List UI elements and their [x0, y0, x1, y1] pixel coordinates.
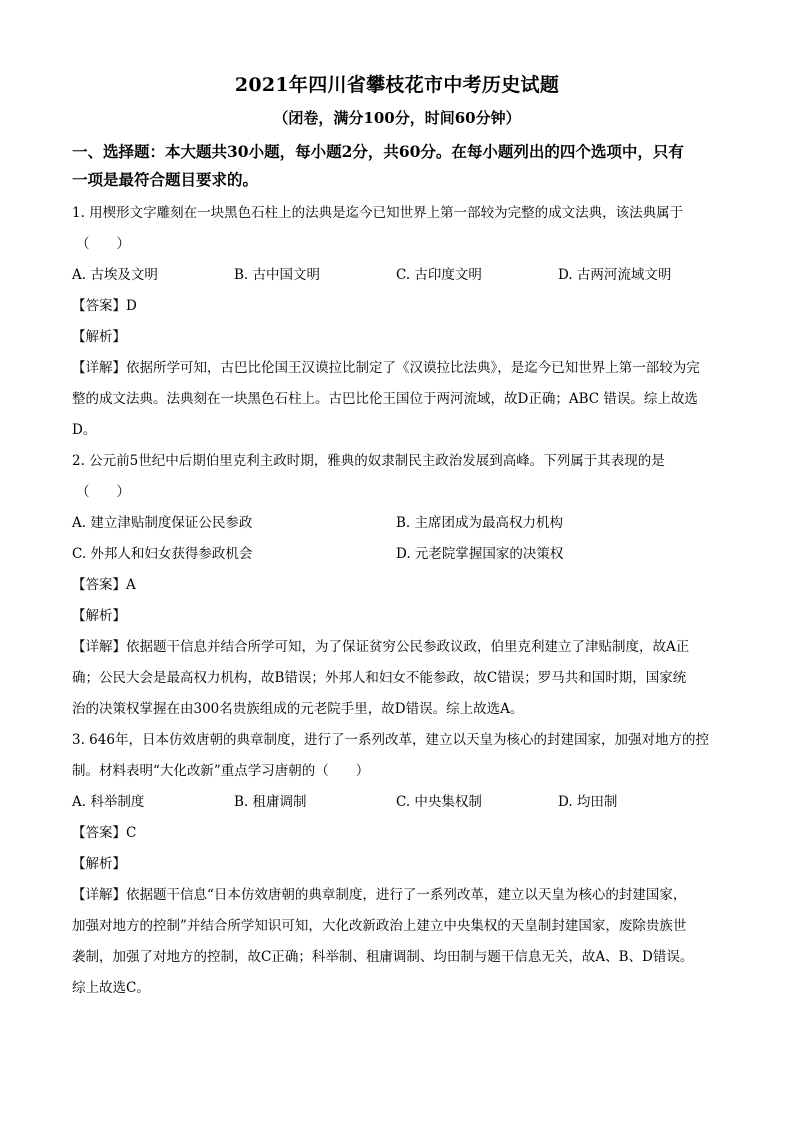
option-a: A. 建立津贴制度保证公民参政 [72, 515, 253, 531]
question-1 [72, 198, 722, 446]
option-c: C. 古印度文明 [396, 267, 482, 283]
option-b: B. 租庸调制 [234, 794, 307, 810]
detail-line: 加强对地方的控制”并结合所学知识可知，大化改新政治上建立中央集权的天皇制封建国家，废除贵族世 [72, 918, 687, 934]
detail-line: 【详解】依据题干信息“日本仿效唐朝的典章制度，进行了一系列改革，建立以天皇为核心的封建国家， [72, 887, 687, 903]
answer-line: 【答案】A [72, 577, 136, 593]
analysis-label: 【解析】 [72, 608, 126, 624]
option-b: B. 主席团成为最高权力机构 [396, 515, 564, 531]
options-row [72, 539, 722, 570]
option-d: D. 元老院掌握国家的决策权 [396, 546, 564, 562]
answer-bracket: （ ） [76, 236, 130, 252]
section-heading-line: 一、选择题：本大题共30小题，每小题2分，共60分。在每小题列出的四个选项中，只有 [72, 142, 684, 161]
detail-line: 【详解】依据题干信息并结合所学可知，为了保证贫穷公民参政议政，伯里克利建立了津贴制度，故A正 [72, 639, 690, 655]
detail-line: 确；公民大会是最高权力机构，故B错误；外邦人和妇女不能参政，故C错误；罗马共和国时期，国家统 [72, 670, 687, 686]
option-c: C. 外邦人和妇女获得参政机会 [72, 546, 253, 562]
detail-line: 综上故选C。 [72, 980, 150, 996]
answer-bracket: （ ） [76, 484, 130, 500]
answer-line: 【答案】D [72, 298, 137, 314]
option-a: A. 古埃及文明 [72, 267, 158, 283]
detail-line: 【详解】依据所学可知，古巴比伦国王汉谟拉比制定了《汉谟拉比法典》，是迄今已知世界上第一部较为完 [72, 360, 700, 376]
question-stem: 2. 公元前5世纪中后期伯里克利主政时期，雅典的奴隶制民主政治发展到高峰。下列属于其表现的是 [72, 453, 665, 469]
detail-line: 袭制，加强了对地方的控制，故C正确；科举制、租庸调制、均田制与题干信息无关，故A、B、D错误。 [72, 949, 694, 965]
options-row [72, 787, 722, 818]
option-a: A. 科举制度 [72, 794, 145, 810]
option-d: D. 古两河流域文明 [558, 267, 672, 283]
exam-content [72, 138, 722, 1004]
option-c: C. 中央集权制 [396, 794, 482, 810]
option-b: B. 古中国文明 [234, 267, 321, 283]
analysis-label: 【解析】 [72, 856, 126, 872]
page-title: 2021年四川省攀枝花市中考历史试题 [234, 74, 560, 96]
question-3 [72, 725, 722, 1004]
option-d: D. 均田制 [558, 794, 618, 810]
options-row [72, 508, 722, 539]
question-2 [72, 446, 722, 725]
question-stem: 制。材料表明“大化改新”重点学习唐朝的（ ） [72, 763, 370, 779]
exam-conditions: （闭卷，满分100分，时间60分钟） [273, 109, 521, 127]
section-heading-line: 一项是最符合题目要求的。 [72, 170, 259, 189]
options-row [72, 260, 722, 291]
section-heading [72, 138, 722, 194]
detail-line: 整的成文法典。法典刻在一块黑色石柱上。古巴比伦王国位于两河流域，故D正确；ABC 错误。综上故选 [72, 391, 698, 407]
question-stem: 1. 用楔形文字雕刻在一块黑色石柱上的法典是迄今已知世界上第一部较为完整的成文法典，该法典属于 [72, 205, 684, 221]
question-stem: 3. 646年，日本仿效唐朝的典章制度，进行了一系列改革，建立以天皇为核心的封建国家，加强对地方的控 [72, 732, 709, 748]
answer-line: 【答案】C [72, 825, 137, 841]
detail-line: 治的决策权掌握在由300名贵族组成的元老院手里，故D错误。综上故选A。 [72, 701, 524, 717]
detail-line: D。 [72, 422, 97, 438]
analysis-label: 【解析】 [72, 329, 126, 345]
